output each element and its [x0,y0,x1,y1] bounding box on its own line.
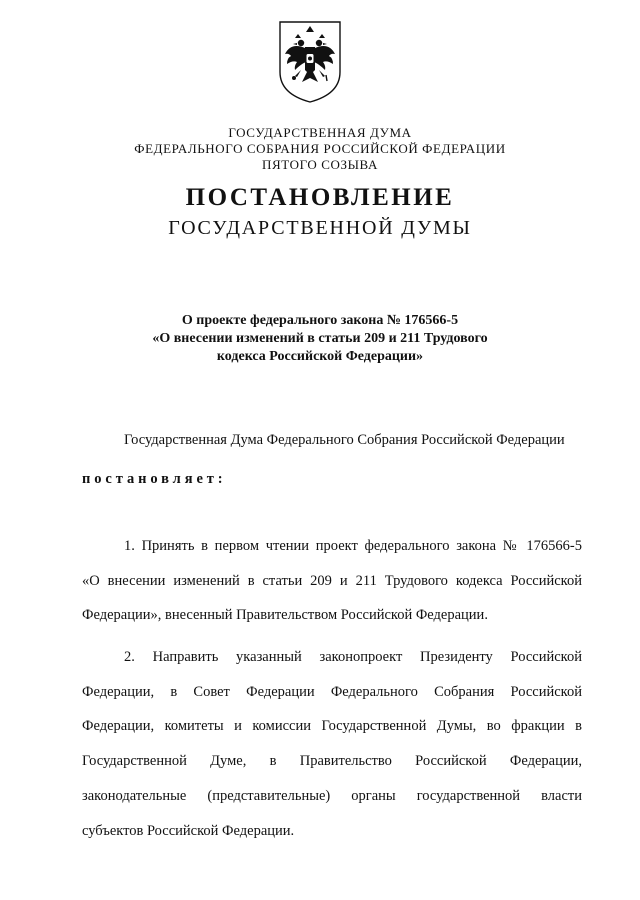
resolves-label: постановляет: [82,471,227,487]
convocation-line: ПЯТОГО СОЗЫВА [262,157,378,172]
paragraph-2-line: 2. Направить указанный законопроект Президенту Российской [124,649,582,665]
subject-line-1: О проекте федерального закона № 176566-5 [181,313,459,328]
state-emblem-icon [277,20,343,104]
paragraph-1-line: 1. Принять в первом чтении проект федерального закона № 176566-5 [124,538,582,554]
paragraph-1-line: Федерации», внесенный Правительством Российской Федерации. [82,607,488,623]
double-headed-eagle-icon [277,20,343,104]
subject-line-2: «О внесении изменений в статьи 209 и 211 Трудового [152,331,488,346]
preamble-text: Государственная Дума Федерального Собрания Российской Федерации [124,432,565,448]
paragraph-2-line: законодательные (представительные) органы государственной власти [82,788,582,804]
paragraph-2-line: Федерации, комитеты и комиссии Государственной Думы, во фракции в [82,718,582,734]
paragraph-1-line: «О внесении изменений в статьи 209 и 211 Трудового кодекса Российской [82,573,582,589]
document-issuer-title: ГОСУДАРСТВЕННОЙ ДУМЫ [168,217,472,239]
paragraph-2-line: Государственной Думе, в Правительство Российской Федерации, [82,753,582,769]
paragraph-2-line: Федерации, в Совет Федерации Федерального Собрания Российской [82,684,582,700]
document-type-title: ПОСТАНОВЛЕНИЕ [185,184,455,211]
org-name-line-2: ФЕДЕРАЛЬНОГО СОБРАНИЯ РОССИЙСКОЙ ФЕДЕРАЦИИ [134,141,506,156]
paragraph-2-line: субъектов Российской Федерации. [82,823,295,839]
org-name-line-1: ГОСУДАРСТВЕННАЯ ДУМА [228,125,412,140]
subject-line-3: кодекса Российской Федерации» [216,349,424,364]
